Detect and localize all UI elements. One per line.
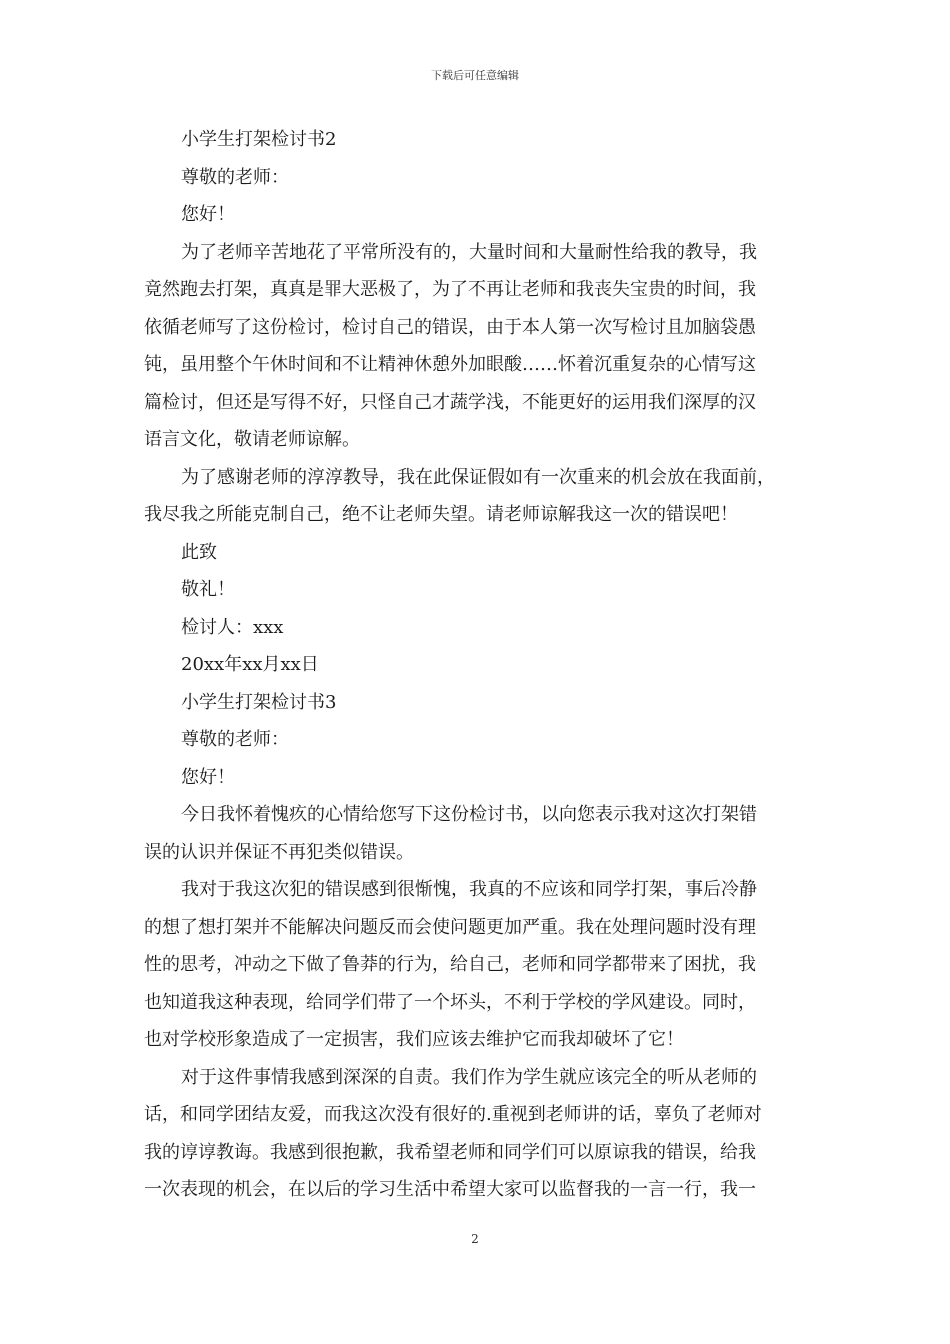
paragraph-line: 依循老师写了这份检讨，检讨自己的错误，由于本人第一次写检讨且加脑袋愚 [144,316,756,338]
paragraph-line: 篇检讨，但还是写得不好，只怪自己才蔬学浅，不能更好的运用我们深厚的汉 [144,391,756,413]
section-title-2: 小学生打架检讨书2 [181,129,337,150]
salutation: 尊敬的老师： [181,166,289,188]
paragraph-line: 为了老师辛苦地花了平常所没有的，大量时间和大量耐性给我的教导，我 [181,241,757,263]
paragraph-line: 钝，虽用整个午休时间和不让精神休憩外加眼酸……怀着沉重复杂的心情写这 [144,354,756,375]
section-title-3: 小学生打架检讨书3 [181,691,337,713]
paragraph-line: 为了感谢老师的淳淳教导，我在此保证假如有一次重来的机会放在我面前， [181,466,775,488]
paragraph-line: 性的思考，冲动之下做了鲁莽的行为，给自己，老师和同学都带来了困扰，我 [144,954,756,975]
paragraph-line: 竟然跑去打架，真真是罪大恶极了，为了不再让老师和我丧失宝贵的时间，我 [144,279,756,300]
paragraph-line: 我尽我之所能克制自己，绝不让老师失望。请老师谅解我这一次的错误吧！ [144,504,738,525]
paragraph-line: 误的认识并保证不再犯类似错误。 [144,841,414,863]
closing-salute: 敬礼！ [181,579,235,600]
signature: 检讨人：xxx [181,616,284,638]
greeting: 您好！ [181,766,235,788]
closing-line: 此致 [181,541,217,563]
paragraph-line: 语言文化，敬请老师谅解。 [144,429,360,450]
salutation: 尊敬的老师： [181,729,289,750]
paragraph-line: 话，和同学团结友爱，而我这次没有很好的.重视到老师讲的话，辜负了老师对 [144,1104,762,1125]
page-number: 2 [471,1232,479,1246]
paragraph-line: 我对于我这次犯的错误感到很惭愧，我真的不应该和同学打架，事后冷静 [181,879,757,900]
document-body [144,121,808,1209]
date: 20xx年xx月xx日 [181,654,319,675]
paragraph-line: 我的谆谆教诲。我感到很抱歉，我希望老师和同学们可以原谅我的错误，给我 [144,1141,756,1163]
paragraph-line: 也对学校形象造成了一定损害，我们应该去维护它而我却破坏了它！ [144,1029,684,1050]
paragraph-line: 对于这件事情我感到深深的自责。我们作为学生就应该完全的听从老师的 [181,1066,757,1088]
paragraph-line: 一次表现的机会，在以后的学习生活中希望大家可以监督我的一言一行，我一 [144,1179,756,1200]
greeting: 您好！ [181,204,235,225]
paragraph-line: 的想了想打架并不能解决问题反而会使问题更加严重。我在处理问题时没有理 [144,916,756,938]
paragraph-line: 今日我怀着愧疚的心情给您写下这份检讨书，以向您表示我对这次打架错 [181,804,757,825]
paragraph-line: 也知道我这种表现，给同学们带了一个坏头，不利于学校的学风建设。同时， [144,991,756,1013]
page-header-note: 下载后可任意编辑 [431,69,519,82]
